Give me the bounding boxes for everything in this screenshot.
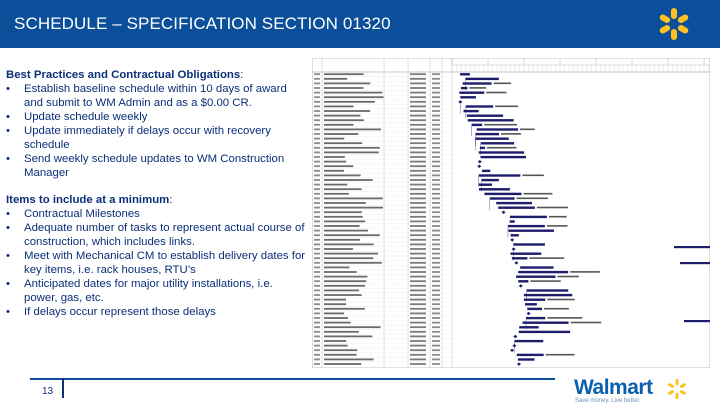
minimum-items-heading: Items to include at a minimum: [6,194,173,206]
best-practices-list [6,82,306,180]
content-text [6,68,306,319]
minimum-items-list [6,207,306,319]
brand-tagline: Save money. Live better. [575,398,641,404]
list-item: • Contractual Milestones [6,207,306,221]
walmart-spark-icon [666,378,688,400]
list-item: • Establish baseline schedule within 10 days of award and submit to WM Admin and as a $0.00 CR. [6,82,306,110]
list-item: • If delays occur represent those delays [6,305,306,319]
list-item: • Meet with Mechanical CM to establish delivery dates for key items, i.e. rack houses, RTU’s [6,249,306,277]
brand-name: Walmart [574,376,653,399]
list-item: • Adequate number of tasks to represent actual course of construction, which includes links. [6,221,306,249]
page-number-divider [62,378,64,398]
header-bar [0,0,720,48]
list-item: • Update immediately if delays occur with recovery schedule [6,124,306,152]
gantt-schedule-thumbnail [312,58,710,368]
walmart-logo [574,376,694,402]
best-practices-heading: Best Practices and Contractual Obligations: [6,69,244,81]
list-item: • Send weekly schedule updates to WM Construction Manager [6,152,306,180]
footer-divider [30,378,555,380]
list-item: • Anticipated dates for major utility installations, i.e. power, gas, etc. [6,277,306,305]
list-item: • Update schedule weekly [6,110,306,124]
walmart-spark-icon [648,6,700,42]
slide-title: SCHEDULE – SPECIFICATION SECTION 01320 [14,14,391,33]
page-number: 13 [42,386,54,397]
